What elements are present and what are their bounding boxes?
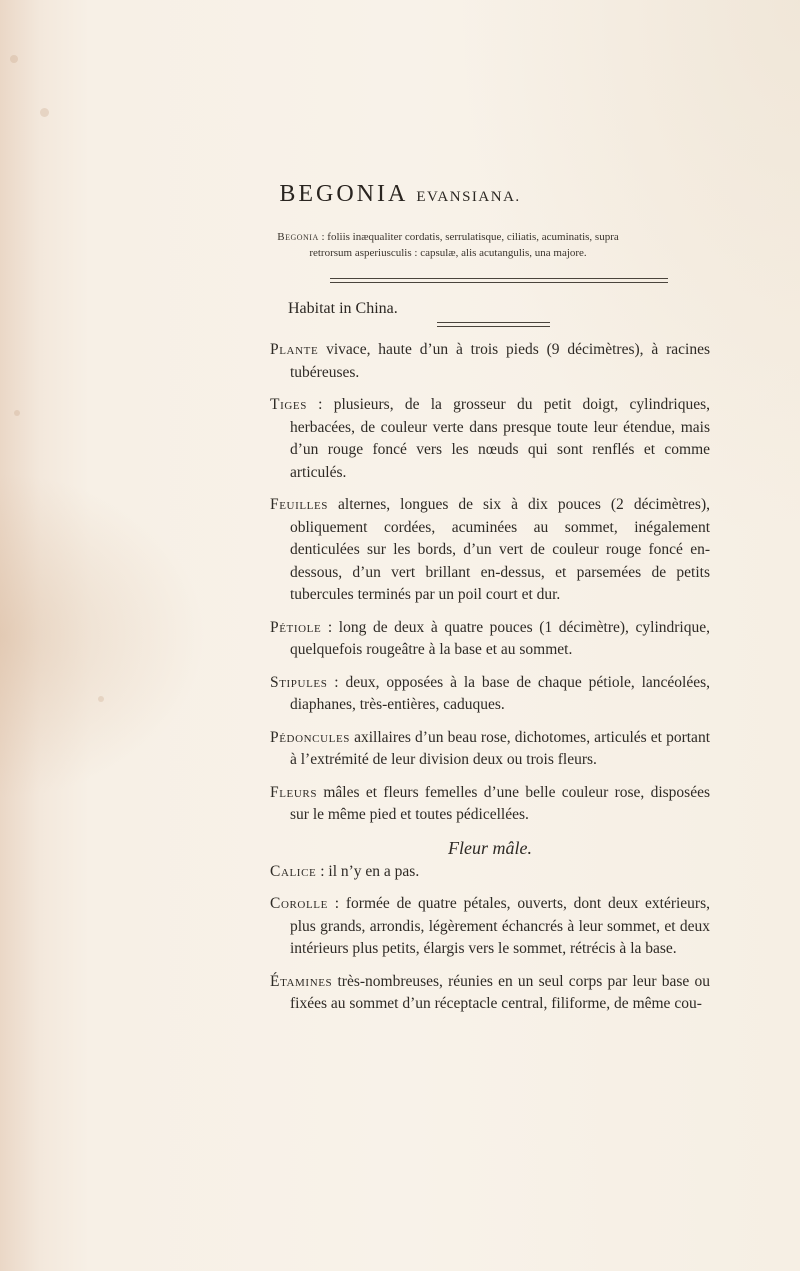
- latin-diagnosis: [268, 229, 628, 261]
- paragraph-text: axillaires d’un beau rose, dichotomes, articulés et portant à l’extrémité de leur division deux ou trois fleurs.: [290, 728, 710, 768]
- stain: [98, 696, 104, 702]
- paragraph-text: mâles et fleurs femelles d’une belle couleur rose, disposées sur le même pied et toutes pédicellées.: [290, 783, 710, 823]
- title-genus: BEGONIA: [279, 181, 409, 207]
- paragraph-text: très-nombreuses, réunies en un seul corps par leur base ou fixées au sommet d’un réceptacle central, filiforme, de même cou-: [290, 972, 710, 1012]
- term: Plante: [270, 341, 319, 358]
- term: Pédoncules: [270, 728, 351, 746]
- paragraph-text: : formée de quatre pétales, ouverts, dont deux extérieurs, plus grands, arrondis, légèrement échancrés à leur sommet, et deux intérieurs plus petits, élargis vers le sommet, rétrécis à la base.: [290, 895, 710, 957]
- stain: [10, 55, 18, 63]
- paragraph-fleurs: [270, 782, 710, 827]
- paragraph-corolle: [270, 893, 710, 961]
- paragraph-text: alternes, longues de six à dix pouces (2 décimètres), obliquement cordées, acuminées au sommet, inégalement denticulées sur les bords, d’un vert de couleur rouge foncé en-dessous, d’un vert brillant en-dessus, et parsemées de petits tubercules terminés par un poil court et dur.: [290, 496, 710, 603]
- paragraph-stipules: [270, 672, 710, 717]
- paragraph-plante: [270, 339, 710, 384]
- paragraph-pedoncules: [270, 727, 710, 772]
- paragraph-calice: [270, 861, 710, 884]
- paragraph-text: : long de deux à quatre pouces (1 décimètre), cylindrique, quelquefois rougeâtre à la base et au sommet.: [290, 618, 710, 658]
- paragraph-text: vivace, haute d’un à trois pieds (9 décimètres), à racines tubéreuses.: [290, 341, 710, 381]
- term: Feuilles: [270, 496, 329, 513]
- double-rule: [330, 278, 668, 283]
- paragraph-text: : deux, opposées à la base de chaque pétiole, lancéolées, diaphanes, très-entières, caduques.: [290, 673, 710, 713]
- term: Stipules: [270, 673, 328, 691]
- description-body: [270, 339, 710, 1026]
- paragraph-text: : plusieurs, de la grosseur du petit doigt, cylindriques, herbacées, de couleur verte dans presque toute leur étendue, mais d’un rouge foncé vers les nœuds qui sont renflés et comme articulés.: [290, 396, 710, 481]
- stain: [40, 108, 49, 117]
- stain: [14, 410, 20, 416]
- page-title: [0, 181, 800, 208]
- paragraph-petiole: [270, 617, 710, 662]
- paragraph-text: : il n’y en a pas.: [316, 862, 420, 880]
- title-species: EVANSIANA.: [416, 189, 521, 205]
- term: Calice: [270, 862, 317, 880]
- habitat: Habitat in China.: [288, 300, 398, 317]
- section-heading: Fleur mâle.: [448, 837, 532, 858]
- term: Corolle: [270, 895, 328, 912]
- diagnosis-genus: Begonia: [277, 231, 319, 243]
- double-rule: [437, 322, 550, 327]
- term: Fleurs: [270, 783, 318, 801]
- term: Pétiole: [270, 618, 322, 636]
- term: Tiges: [270, 396, 307, 413]
- term: Étamines: [270, 972, 333, 990]
- paragraph-tiges: [270, 394, 710, 484]
- diagnosis-text: : foliis inæqualiter cordatis, serrulatisque, ciliatis, acuminatis, supra retrorsum asperiusculis : capsulæ, alis acutangulis, una majore.: [309, 231, 619, 259]
- paragraph-etamines: [270, 971, 710, 1016]
- paragraph-feuilles: [270, 494, 710, 607]
